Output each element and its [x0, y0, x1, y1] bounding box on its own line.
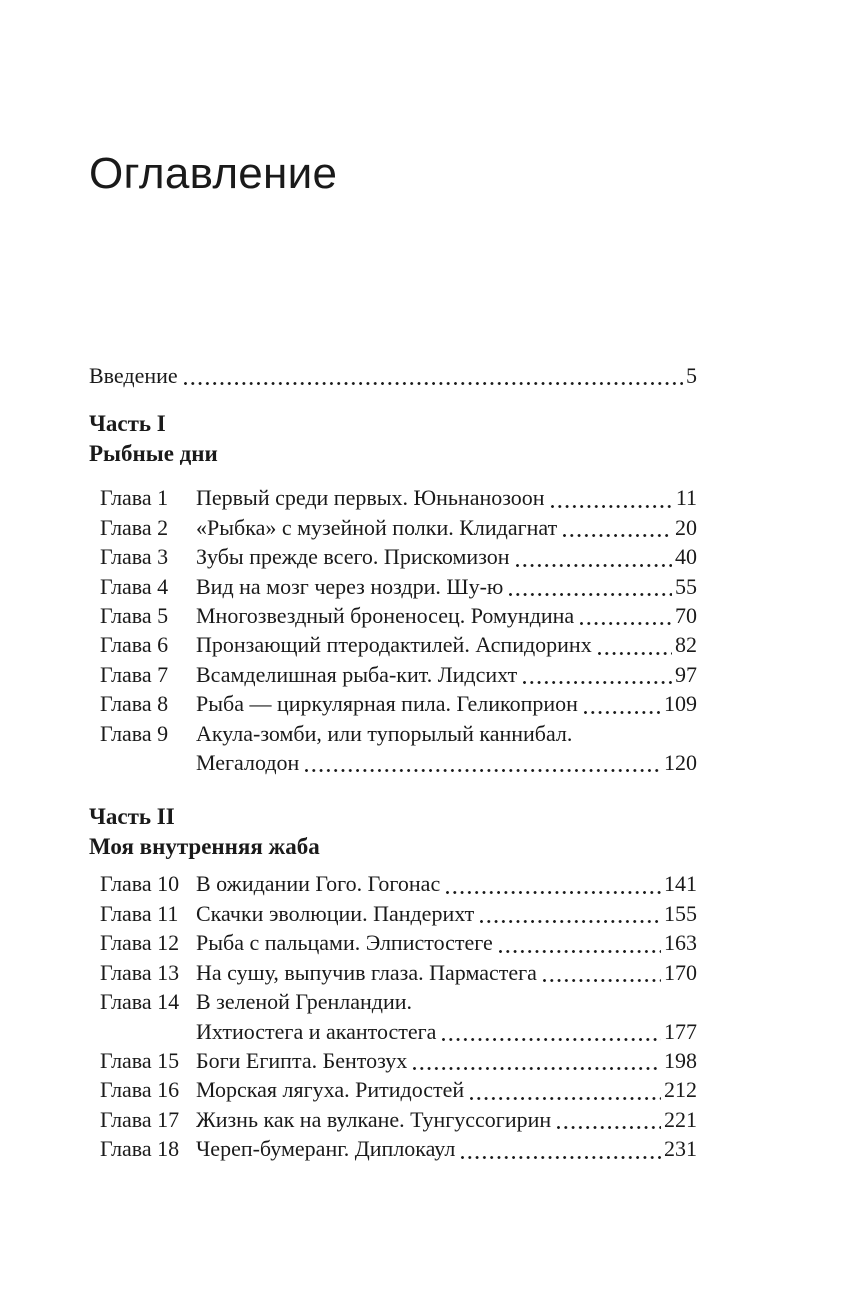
chapter-title: Боги Египта. Бентозух	[196, 1047, 408, 1073]
dot-leader	[407, 1046, 664, 1075]
toc-entry	[89, 630, 697, 659]
part-2-chapters	[89, 869, 697, 1163]
page-number: 212	[664, 1077, 697, 1103]
page-number: 20	[675, 514, 697, 540]
dot-leader	[474, 899, 664, 928]
dot-leader	[557, 513, 675, 542]
dot-leader	[537, 958, 664, 987]
chapter-label: Глава 8	[100, 691, 169, 717]
page-number: 155	[664, 900, 697, 926]
dot-leader	[517, 660, 675, 689]
chapter-label: Глава 16	[100, 1077, 180, 1103]
toc-entry	[89, 1075, 697, 1104]
page-title: Оглавление	[89, 149, 338, 198]
chapter-title: Морская лягуха. Ритидостей	[196, 1077, 465, 1103]
chapter-title: Рыба — циркулярная пила. Геликоприон	[196, 691, 578, 717]
dot-leader	[578, 689, 664, 718]
chapter-label: Глава 5	[100, 603, 169, 629]
toc-entry	[89, 928, 697, 957]
toc-entry	[89, 542, 697, 571]
toc-entry	[89, 660, 697, 689]
page-number: 40	[675, 544, 697, 570]
dot-leader	[455, 1134, 664, 1163]
chapter-label: Глава 10	[100, 871, 180, 897]
chapter-title: Зубы прежде всего. Прискомизон	[196, 544, 510, 570]
chapter-label: Глава 7	[100, 661, 169, 687]
toc-entry	[89, 719, 697, 748]
page-number: 70	[675, 603, 697, 629]
dot-leader	[503, 572, 675, 601]
chapter-label: Глава 4	[100, 573, 169, 599]
toc-entry-continuation	[89, 748, 697, 777]
chapter-title: «Рыбка» с музейной полки. Клидагнат	[196, 514, 558, 540]
chapter-title: Многозвездный броненосец. Ромундина	[196, 603, 575, 629]
page-number: 221	[664, 1106, 697, 1132]
chapter-title: В ожидании Гого. Гогонас	[196, 871, 441, 897]
chapter-label: Глава 2	[100, 514, 169, 540]
dot-leader	[178, 361, 686, 390]
part-1-heading	[89, 409, 697, 469]
dot-leader	[493, 928, 664, 957]
intro-label: Введение	[89, 363, 178, 388]
chapter-title-line2: Мегалодон	[196, 750, 300, 776]
page-number: 11	[675, 485, 697, 511]
chapter-title: Череп-бумеранг. Диплокаул	[196, 1136, 456, 1162]
page-number: 109	[664, 691, 697, 717]
chapter-title: Пронзающий птеродактилей. Аспидоринх	[196, 632, 592, 658]
toc-entry	[89, 513, 697, 542]
page-number: 55	[675, 573, 697, 599]
chapter-label: Глава 1	[100, 485, 169, 511]
toc-entry	[89, 1046, 697, 1075]
part-1-label: Часть I	[89, 411, 166, 437]
dot-leader	[440, 869, 664, 898]
toc-entry-continuation	[89, 1017, 697, 1046]
page-number: 120	[664, 750, 697, 776]
dot-leader	[592, 630, 675, 659]
chapter-title: Жизнь как на вулкане. Тунгуссогирин	[196, 1106, 552, 1132]
page-number: 5	[686, 363, 697, 388]
page-number: 97	[675, 661, 697, 687]
toc-entry	[89, 958, 697, 987]
chapter-label: Глава 14	[100, 989, 180, 1015]
chapter-label: Глава 18	[100, 1136, 180, 1162]
toc-entry	[89, 689, 697, 718]
chapter-label: Глава 3	[100, 544, 169, 570]
chapter-title: Вид на мозг через ноздри. Шу-ю	[196, 573, 504, 599]
toc-entry	[89, 601, 697, 630]
chapter-title: В зеленой Гренландии.	[196, 989, 413, 1015]
page-number: 141	[664, 871, 697, 897]
page-number: 177	[664, 1018, 697, 1044]
toc-entry	[89, 572, 697, 601]
chapter-label: Глава 13	[100, 959, 180, 985]
chapter-title: Всамделишная рыба-кит. Лидсихт	[196, 661, 518, 687]
dot-leader	[545, 483, 676, 512]
chapter-title: Рыба с пальцами. Элпистостеге	[196, 930, 493, 956]
toc-entry-intro	[89, 361, 697, 390]
chapter-title: Скачки эволюции. Пандерихт	[196, 900, 475, 926]
chapter-title: На сушу, выпучив глаза. Пармастега	[196, 959, 537, 985]
chapter-label: Глава 15	[100, 1047, 180, 1073]
toc-entry	[89, 869, 697, 898]
part-1-title: Рыбные дни	[89, 441, 218, 467]
page-number: 82	[675, 632, 697, 658]
toc-entry	[89, 1105, 697, 1134]
dot-leader	[551, 1105, 664, 1134]
chapter-label: Глава 11	[100, 900, 179, 926]
chapter-label: Глава 6	[100, 632, 169, 658]
toc-entry	[89, 899, 697, 928]
part-1-chapters	[89, 483, 697, 777]
toc-entry	[89, 1134, 697, 1163]
page-number: 231	[664, 1136, 697, 1162]
page-number: 163	[664, 930, 697, 956]
chapter-label: Глава 17	[100, 1106, 180, 1132]
chapter-title: Первый среди первых. Юньнанозоон	[196, 485, 545, 511]
page-number: 198	[664, 1047, 697, 1073]
part-2-title: Моя внутренняя жаба	[89, 834, 320, 860]
dot-leader	[574, 601, 675, 630]
toc-entry	[89, 483, 697, 512]
chapter-label: Глава 12	[100, 930, 180, 956]
part-2-heading	[89, 802, 697, 862]
page-number: 170	[664, 959, 697, 985]
chapter-title-line2: Ихтиостега и акантостега	[196, 1018, 437, 1044]
toc-entry	[89, 987, 697, 1016]
dot-leader	[436, 1017, 664, 1046]
dot-leader	[510, 542, 675, 571]
dot-leader	[299, 748, 664, 777]
dot-leader	[464, 1075, 664, 1104]
part-2-label: Часть II	[89, 804, 175, 830]
chapter-label: Глава 9	[100, 720, 169, 746]
chapter-title: Акула-зомби, или тупорылый каннибал.	[196, 720, 573, 746]
